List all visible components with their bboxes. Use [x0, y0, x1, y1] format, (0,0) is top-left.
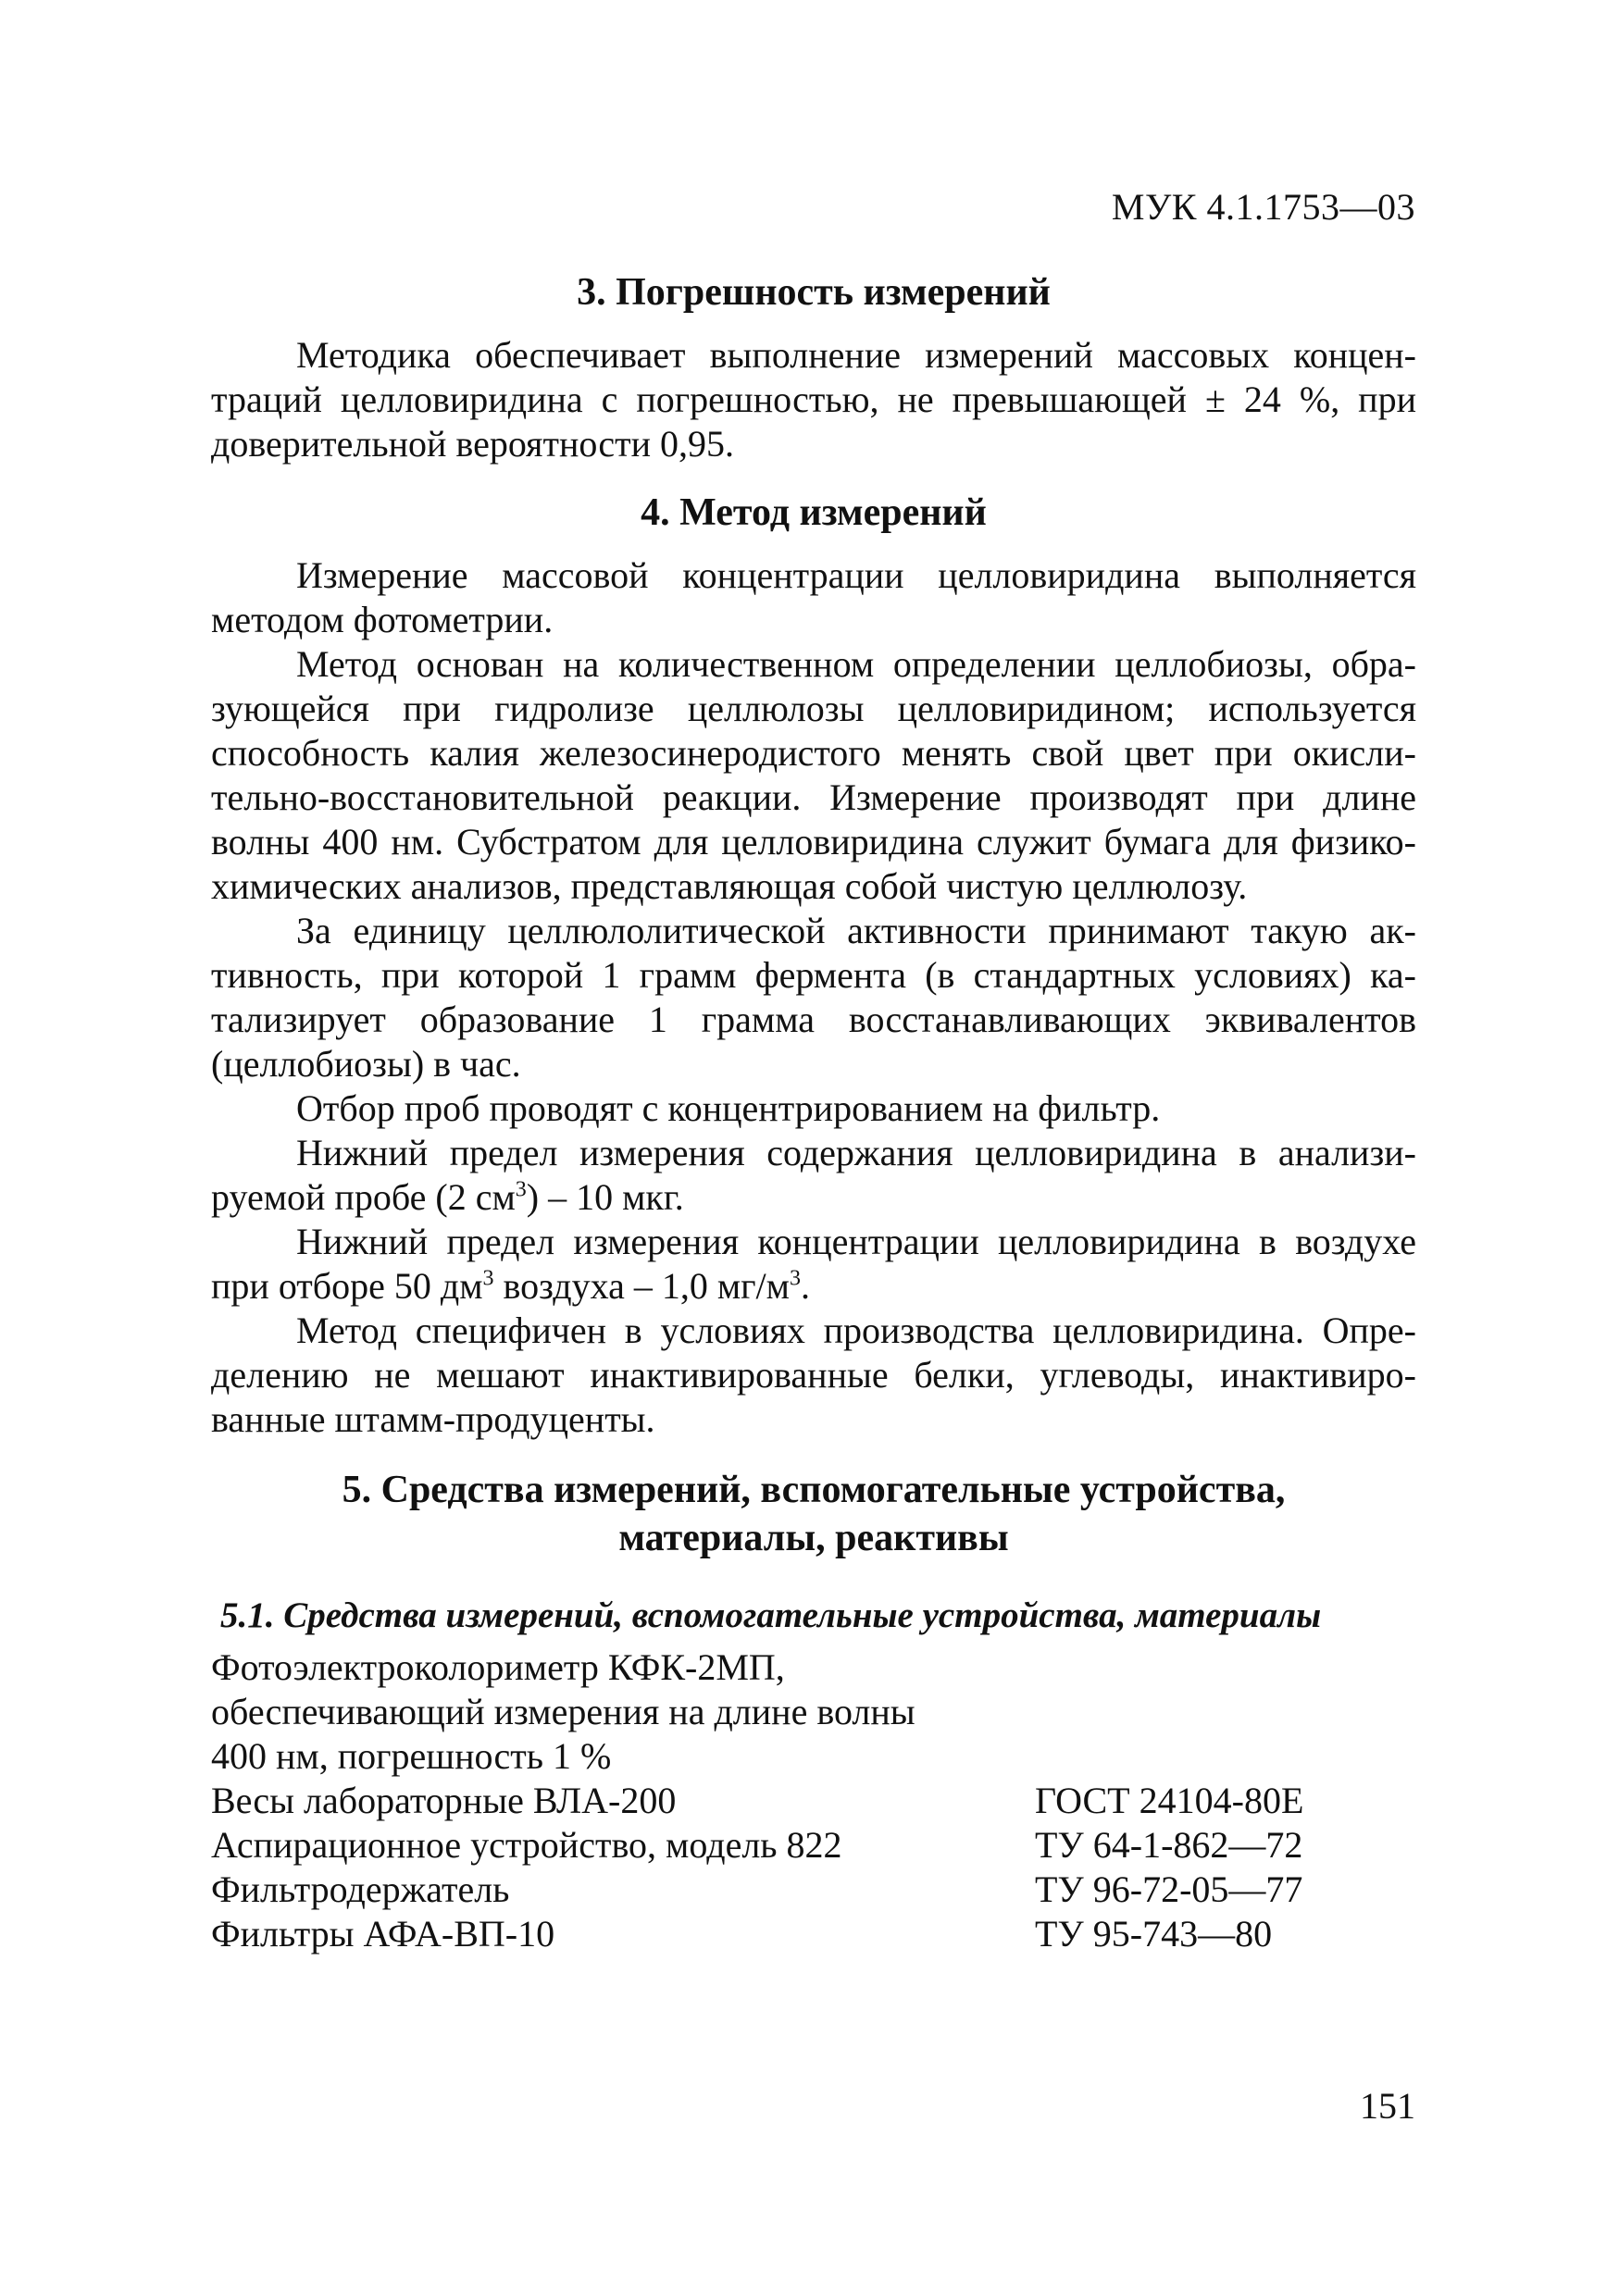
equipment-list: [211, 1645, 1416, 1956]
section-4-paragraph-2: Метод основан на количественном определении целлобиозы, образующейся при гидролизе целлюлозы целловиридином; используется способность калия железосинеродистого менять свой цвет при окислительно-восстановительной реакции. Измерение производят при длине волны 400 нм. Субстратом для целловиридина служит бумага для физико-химических анализов, представляющая собой чистую целлюлозу.: [211, 643, 1416, 907]
equipment-standard: ТУ 64-1-862—72: [1035, 1824, 1303, 1866]
equipment-name: Весы лабораторные ВЛА-200: [211, 1780, 677, 1821]
equipment-name: обеспечивающий измерения на длине волны: [211, 1691, 915, 1732]
section-5-title: [211, 1466, 1416, 1562]
equipment-row: [211, 1823, 1416, 1868]
paragraph-5-text-a: Нижний предел измерения содержания целловиридина в анализируемой пробе (2 см: [211, 1132, 1416, 1218]
equipment-row: [211, 1690, 1416, 1734]
equipment-name: Фильтры АФА-ВП-10: [211, 1913, 555, 1955]
paragraph-6-text-c: .: [800, 1265, 810, 1307]
equipment-standard: ТУ 96-72-05—77: [1035, 1868, 1303, 1910]
equipment-name: 400 нм, погрешность 1 %: [211, 1735, 612, 1777]
paragraph-6-text-a: Нижний предел измерения концентрации целловиридина в воздухе при отборе 50 дм: [211, 1221, 1416, 1307]
section-4-title: 4. Метод измерений: [641, 491, 987, 534]
equipment-row: [211, 1912, 1416, 1956]
page-number: 151: [1360, 2085, 1415, 2127]
section-4-paragraph-5: [211, 1131, 1416, 1220]
section-5-title-line-2: материалы, реактивы: [618, 1517, 1009, 1559]
equipment-standard: [1035, 1734, 1416, 1779]
superscript-3: 3: [515, 1177, 527, 1202]
equipment-row: [211, 1868, 1416, 1912]
equipment-row: [211, 1645, 1416, 1690]
equipment-name: Фотоэлектроколориметр КФК-2МП,: [211, 1646, 785, 1688]
section-4-paragraph-6: [211, 1220, 1416, 1309]
document-code: МУК 4.1.1753—03: [1111, 186, 1415, 228]
equipment-standard: ГОСТ 24104-80Е: [1035, 1780, 1304, 1821]
section-4-paragraph-4: Отбор проб проводят с концентрированием на фильтр.: [296, 1087, 1161, 1129]
equipment-name: Аспирационное устройство, модель 822: [211, 1824, 842, 1866]
equipment-standard: [1035, 1645, 1416, 1690]
equipment-row: [211, 1779, 1416, 1823]
equipment-row: [211, 1734, 1416, 1779]
section-4-paragraph-3: За единицу целлюлолитической активности принимают такую активность, при которой 1 грамм фермента (в стандартных условиях) катализирует образование 1 грамма восстанавливающих эквивалентов (целлобиозы) в час.: [211, 910, 1416, 1085]
section-4-paragraph-7: Метод специфичен в условиях производства целловиридина. Определению не мешают инактивированные белки, углеводы, инактивированные штамм-продуценты.: [211, 1309, 1416, 1440]
section-4-paragraph-1: Измерение массовой концентрации целловиридина выполняется методом фотометрии.: [211, 554, 1416, 640]
page-content: [211, 268, 1416, 1956]
superscript-3: 3: [482, 1266, 494, 1291]
paragraph-5-text-b: ) – 10 мкг.: [526, 1176, 684, 1218]
section-5-title-line-1: 5. Средства измерений, вспомогательные устройства,: [342, 1469, 1286, 1511]
equipment-standard: ТУ 95-743—80: [1035, 1913, 1273, 1955]
superscript-3: 3: [789, 1266, 801, 1291]
equipment-name: Фильтродержатель: [211, 1868, 510, 1910]
equipment-standard: [1035, 1690, 1416, 1734]
section-3-paragraph: Методика обеспечивает выполнение измерений массовых концентраций целловиридина с погрешностью, не превышающей ± 24 %, при доверительной вероятности 0,95.: [211, 334, 1416, 465]
section-3-title: 3. Погрешность измерений: [577, 271, 1051, 314]
subsection-5-1-title: 5.1. Средства измерений, вспомогательные устройства, материалы: [220, 1595, 1322, 1635]
paragraph-6-text-b: воздуха – 1,0 мг/м: [493, 1265, 790, 1307]
